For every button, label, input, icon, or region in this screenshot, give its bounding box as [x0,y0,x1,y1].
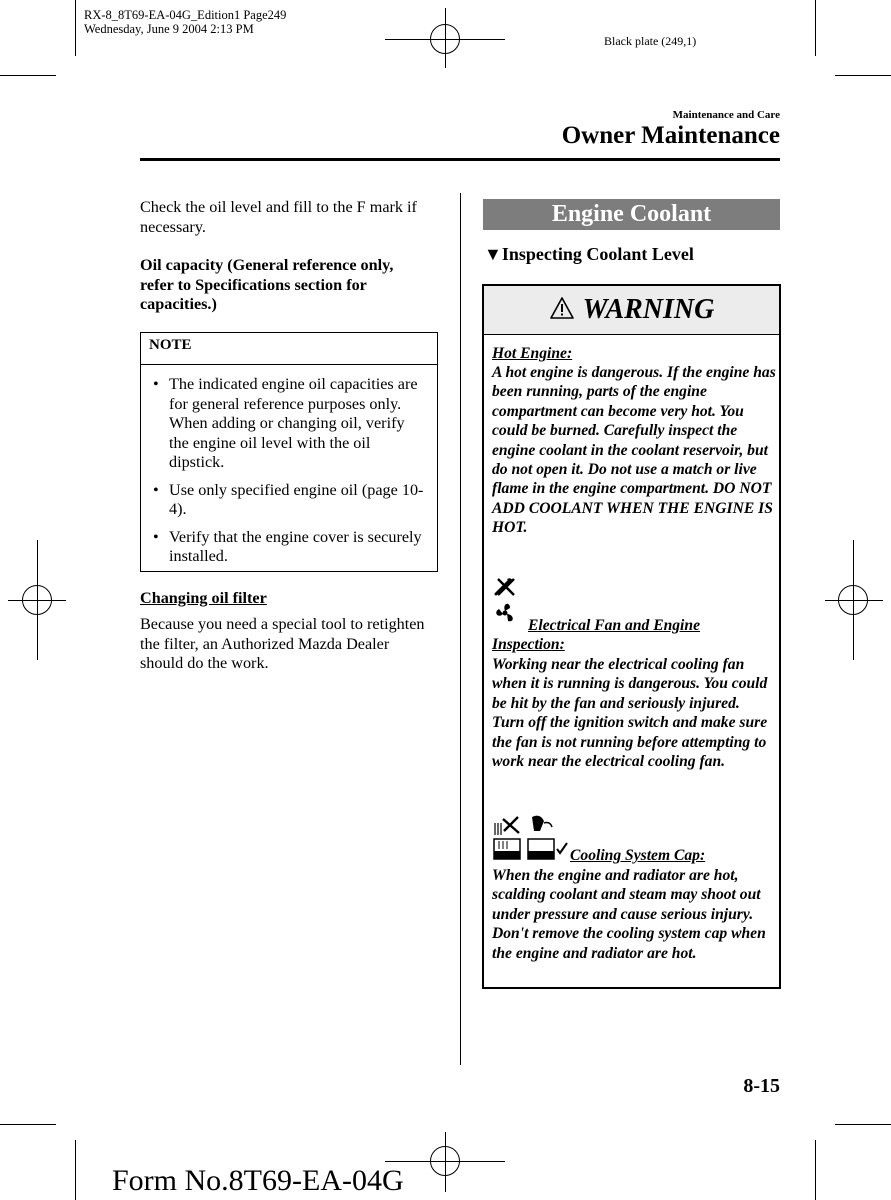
form-number: Form No.8T69-EA-04G [112,1164,404,1197]
note-list [141,365,437,567]
print-file-info [84,8,286,36]
radiator-cap-icon [526,813,570,866]
hot-engine-heading: Hot Engine: [492,345,573,362]
warning-header [484,286,779,335]
inspecting-coolant-heading: ▼Inspecting Coolant Level [484,244,694,264]
note-item: • Verify that the engine cover is securely installed. [153,528,425,567]
fan-inspection-text: Working near the electrical cooling fan when it is running is dangerous. You could be hit by the fan and seriously injured. Turn off the ignition switch and make sure the fan is not running before attempting to work near the electrical cooling fan. [492,656,768,771]
print-date-line: Wednesday, June 9 2004 2:13 PM [84,22,254,36]
note-box [140,332,438,572]
no-hand-tools-icon [492,813,524,866]
note-label: NOTE [141,333,437,365]
no-hand-tools-icon [492,576,526,603]
note-item: • The indicated engine oil capacities are for general reference purposes only. When adding or changing oil, verify the engine oil level with the oil dipstick. [153,375,425,473]
oil-filter-text: Because you need a special tool to retighten the filter, an Authorized Mazda Dealer should do the work. [140,615,425,672]
header-rule [140,158,780,161]
warning-title: WARNING [582,294,715,325]
column-divider [460,193,461,1065]
note-item: • Use only specified engine oil (page 10-4). [153,481,425,520]
fan-inspection-heading: Electrical Fan and Engine Inspection: [492,617,700,654]
oil-capacity-heading: Oil capacity (General reference only, refer to Specifications section for capacities.) [140,256,394,313]
black-plate-label: Black plate (249,1) [604,34,697,48]
page-number: 8-15 [743,1075,780,1097]
print-file-line: RX-8_8T69-EA-04G_Edition1 Page249 [84,8,287,22]
warning-box [482,284,781,989]
page-title: Owner Maintenance [561,122,780,149]
warning-triangle-icon [549,296,575,325]
changing-oil-filter-heading: Changing oil filter [140,589,267,607]
cooling-cap-heading: Cooling System Cap: [570,847,706,864]
section-label: Maintenance and Care [672,109,780,121]
cooling-cap-text: When the engine and radiator are hot, scalding coolant and steam may shoot out under pressure and cause serious injury. Don't remove the cooling system cap when the engine and radiator are hot. [492,867,766,962]
engine-coolant-banner: Engine Coolant [483,199,780,230]
oil-level-text: Check the oil level and fill to the F mark if necessary. [140,198,417,236]
hot-engine-text: A hot engine is dangerous. If the engine has been running, parts of the engine compartment can become very hot. You could be burned. Carefully inspect the engine coolant in the coolant reservoir, but do not open it. Do not use a match or live flame in the engine compartment. DO NOT ADD COOLANT WHEN THE ENGINE IS HOT. [492,364,776,537]
